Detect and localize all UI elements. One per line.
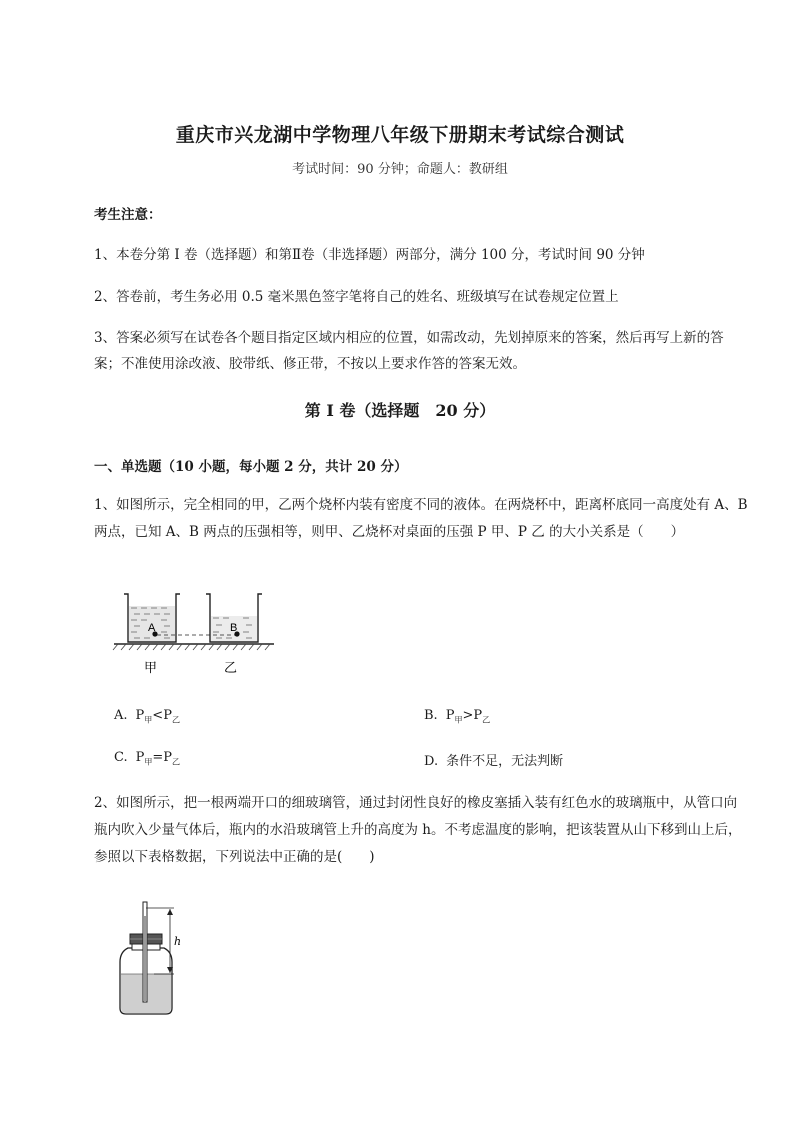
point-a-label: A xyxy=(148,622,156,634)
exam-title: 重庆市兴龙湖中学物理八年级下册期末考试综合测试 xyxy=(175,124,625,146)
notice-item-1: 1、本卷分第 I 卷（选择题）和第Ⅱ卷（非选择题）两部分，满分 100 分，考试时间 90 分钟 xyxy=(94,247,645,263)
notice-item-2: 2、答卷前，考生务必用 0.5 毫米黑色签字笔将自己的姓名、班级填写在试卷规定位置上 xyxy=(94,289,619,305)
question-1-text: 1、如图所示，完全相同的甲，乙两个烧杯内装有密度不同的液体。在两烧杯中，距离杯底同一高度处有 A、B 两点，已知 A、B 两点的压强相等，则甲、乙烧杯对桌面的压强 P 甲、P 乙 的大小关系是（ ） xyxy=(94,497,748,540)
beaker-right-caption: 乙 xyxy=(224,661,238,676)
exam-subtitle: 考试时间：90 分钟；命题人：教研组 xyxy=(292,162,508,177)
beakers-figure xyxy=(112,584,282,680)
q1-option-c[interactable]: C. $P_甲=P_乙$ xyxy=(114,750,181,767)
notice-heading: 考生注意： xyxy=(94,207,162,223)
point-b-label: B xyxy=(230,622,238,634)
q1-option-b[interactable]: B. $P_甲>P_乙$ xyxy=(424,708,491,725)
question-group-title: 一、单选题（10 小题，每小题 2 分，共计 20 分） xyxy=(94,459,408,475)
bottle-figure xyxy=(114,896,194,1018)
question-2-text: 2、如图所示，把一根两端开口的细玻璃管，通过封闭性良好的橡皮塞插入装有红色水的玻璃瓶中，从管口向瓶内吹入少量气体后，瓶内的水沿玻璃管上升的高度为 h。不考虑温度的影响，把该装置从山下移到山上后，参照以下表格数据，下列说法中正确的是( ) xyxy=(94,795,742,865)
section-title: 第 I 卷（选择题 20 分） xyxy=(304,401,496,420)
q1-option-a[interactable]: A. $P_甲<P_乙$ xyxy=(114,708,180,725)
height-h-label: h xyxy=(174,935,182,948)
beaker-left-caption: 甲 xyxy=(144,661,158,676)
notice-item-3: 3、答案必须写在试卷各个题目指定区域内相应的位置，如需改动，先划掉原来的答案，然后再写上新的答案；不准使用涂改液、胶带纸、修正带，不按以上要求作答的答案无效。 xyxy=(94,330,724,372)
q1-option-d[interactable]: D. 条件不足，无法判断 xyxy=(424,754,564,769)
